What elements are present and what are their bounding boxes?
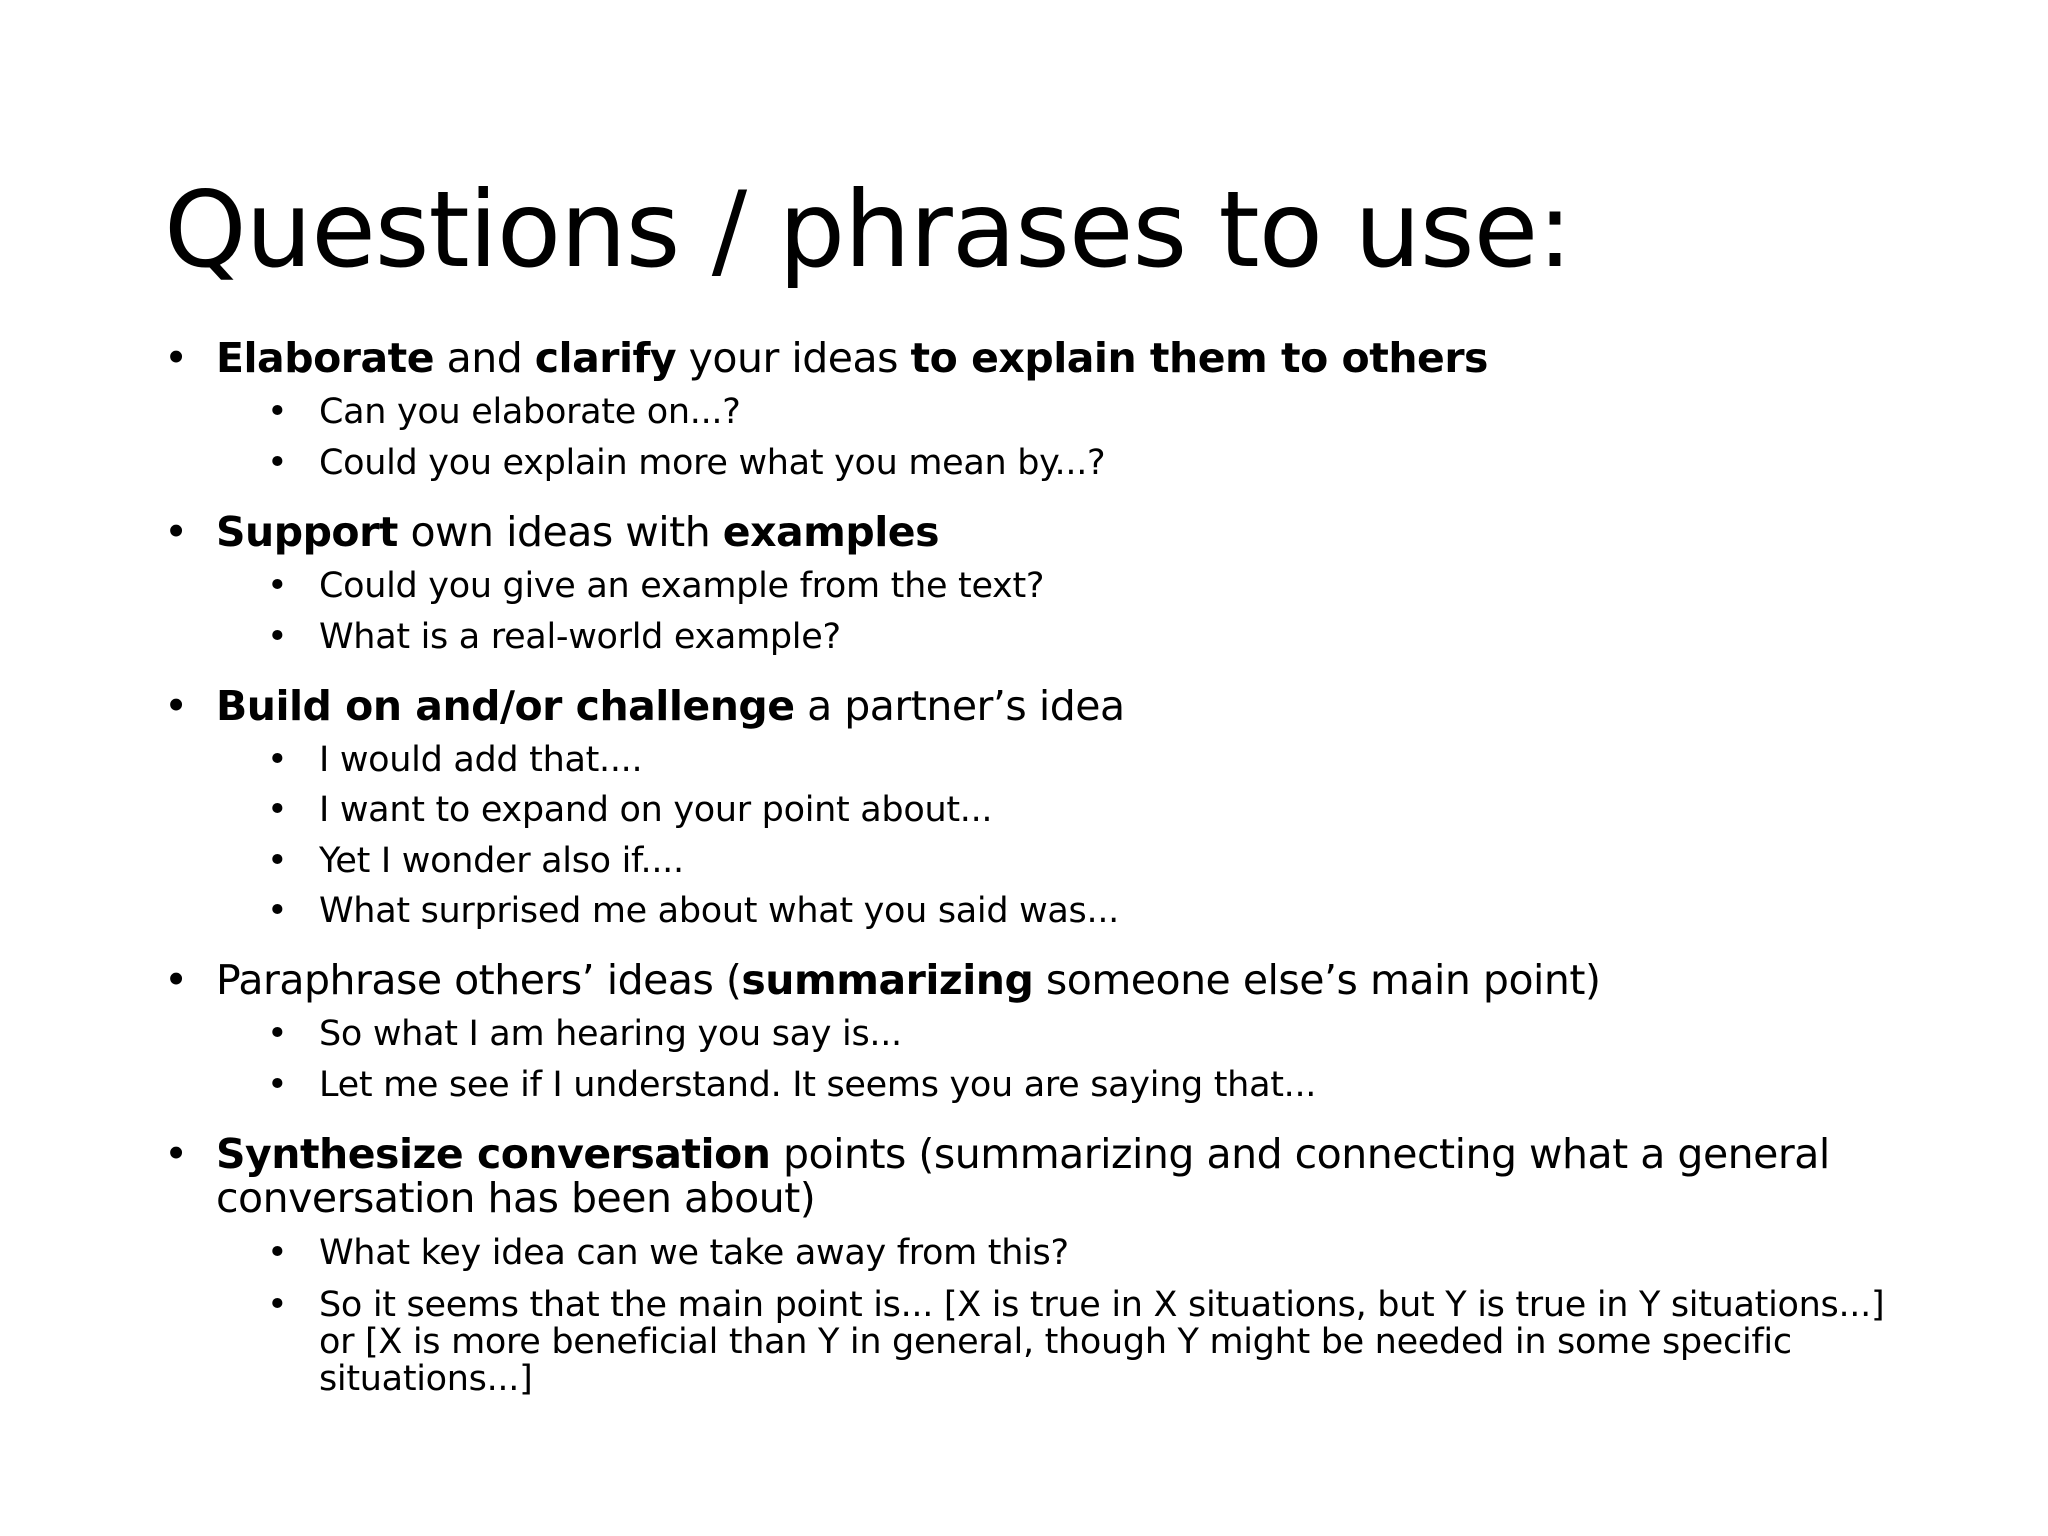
sub-item	[267, 568, 1927, 605]
segment-text: Build on and/or challenge	[216, 682, 795, 730]
segment-text: to explain them to others	[910, 334, 1488, 382]
sub-item-text: I want to expand on your point about...	[319, 790, 993, 830]
slide-title: Questions / phrases to use:	[164, 169, 1572, 291]
bullet-dot: •	[267, 617, 288, 657]
sub-item-text: What key idea can we take away from this?	[319, 1233, 1069, 1273]
bullet-dot: •	[267, 841, 288, 881]
section-elaborate	[164, 336, 1864, 380]
sub-item-text: So what I am hearing you say is...	[319, 1014, 902, 1054]
bullet-dot: •	[267, 740, 288, 780]
section-build-on	[164, 684, 1864, 728]
sub-item-text: Let me see if I understand. It seems you are saying that...	[319, 1065, 1317, 1105]
section-synthesize	[164, 1132, 1854, 1220]
sub-item-text: Could you give an example from the text?	[319, 566, 1045, 606]
bullet-dot: •	[267, 1285, 288, 1325]
segment-text: clarify	[534, 334, 677, 382]
sub-item-text: So it seems that the main point is... [X is true in X situations, but Y is true in Y situations...] or [X is more beneficial than Y in general, though Y might be needed in some specific situations...]	[319, 1285, 1885, 1399]
sub-item	[267, 843, 1927, 880]
segment-text: someone else’s main point)	[1033, 956, 1601, 1004]
bullet-dot: •	[164, 334, 188, 382]
sub-item	[267, 619, 1927, 656]
segment-text: points (summarizing and connecting what a general conversation has been about)	[216, 1130, 1830, 1222]
bullet-dot: •	[164, 1130, 188, 1178]
sub-item-text: Yet I wonder also if....	[319, 841, 684, 881]
bullet-dot: •	[267, 392, 288, 432]
sub-item	[267, 445, 1927, 482]
segment-text: Support	[216, 508, 398, 556]
sub-item	[267, 1235, 1927, 1272]
section-paraphrase	[164, 958, 1864, 1002]
segment-text: Synthesize conversation	[216, 1130, 771, 1178]
bullet-dot: •	[267, 891, 288, 931]
sub-item-text: Could you explain more what you mean by...?	[319, 443, 1106, 483]
segment-text: summarizing	[741, 956, 1034, 1004]
sub-item-text: What surprised me about what you said was...	[319, 891, 1119, 931]
sub-item	[267, 792, 1927, 829]
section-support	[164, 510, 1864, 554]
sub-item-text: I would add that....	[319, 740, 643, 780]
segment-text: own ideas with	[397, 508, 723, 556]
sub-item-text: What is a real-world example?	[319, 617, 841, 657]
bullet-dot: •	[267, 566, 288, 606]
sub-item	[267, 394, 1927, 431]
bullet-dot: •	[267, 1014, 288, 1054]
sub-item	[267, 1067, 1927, 1104]
bullet-dot: •	[267, 1233, 288, 1273]
segment-text: examples	[722, 508, 940, 556]
segment-text: a partner’s idea	[794, 682, 1125, 730]
sub-item	[267, 742, 1927, 779]
bullet-dot: •	[164, 956, 188, 1004]
bullet-dot: •	[164, 682, 188, 730]
sub-item	[267, 1016, 1927, 1053]
bullet-dot: •	[267, 443, 288, 483]
segment-text: Elaborate	[216, 334, 435, 382]
segment-text: your ideas	[676, 334, 911, 382]
bullet-dot: •	[164, 508, 188, 556]
segment-text: Paraphrase others’ ideas (	[216, 956, 742, 1004]
sub-item	[267, 893, 1927, 930]
bullet-dot: •	[267, 790, 288, 830]
bullet-dot: •	[267, 1065, 288, 1105]
sub-item	[267, 1287, 1907, 1398]
segment-text: and	[434, 334, 535, 382]
sub-item-text: Can you elaborate on...?	[319, 392, 741, 432]
